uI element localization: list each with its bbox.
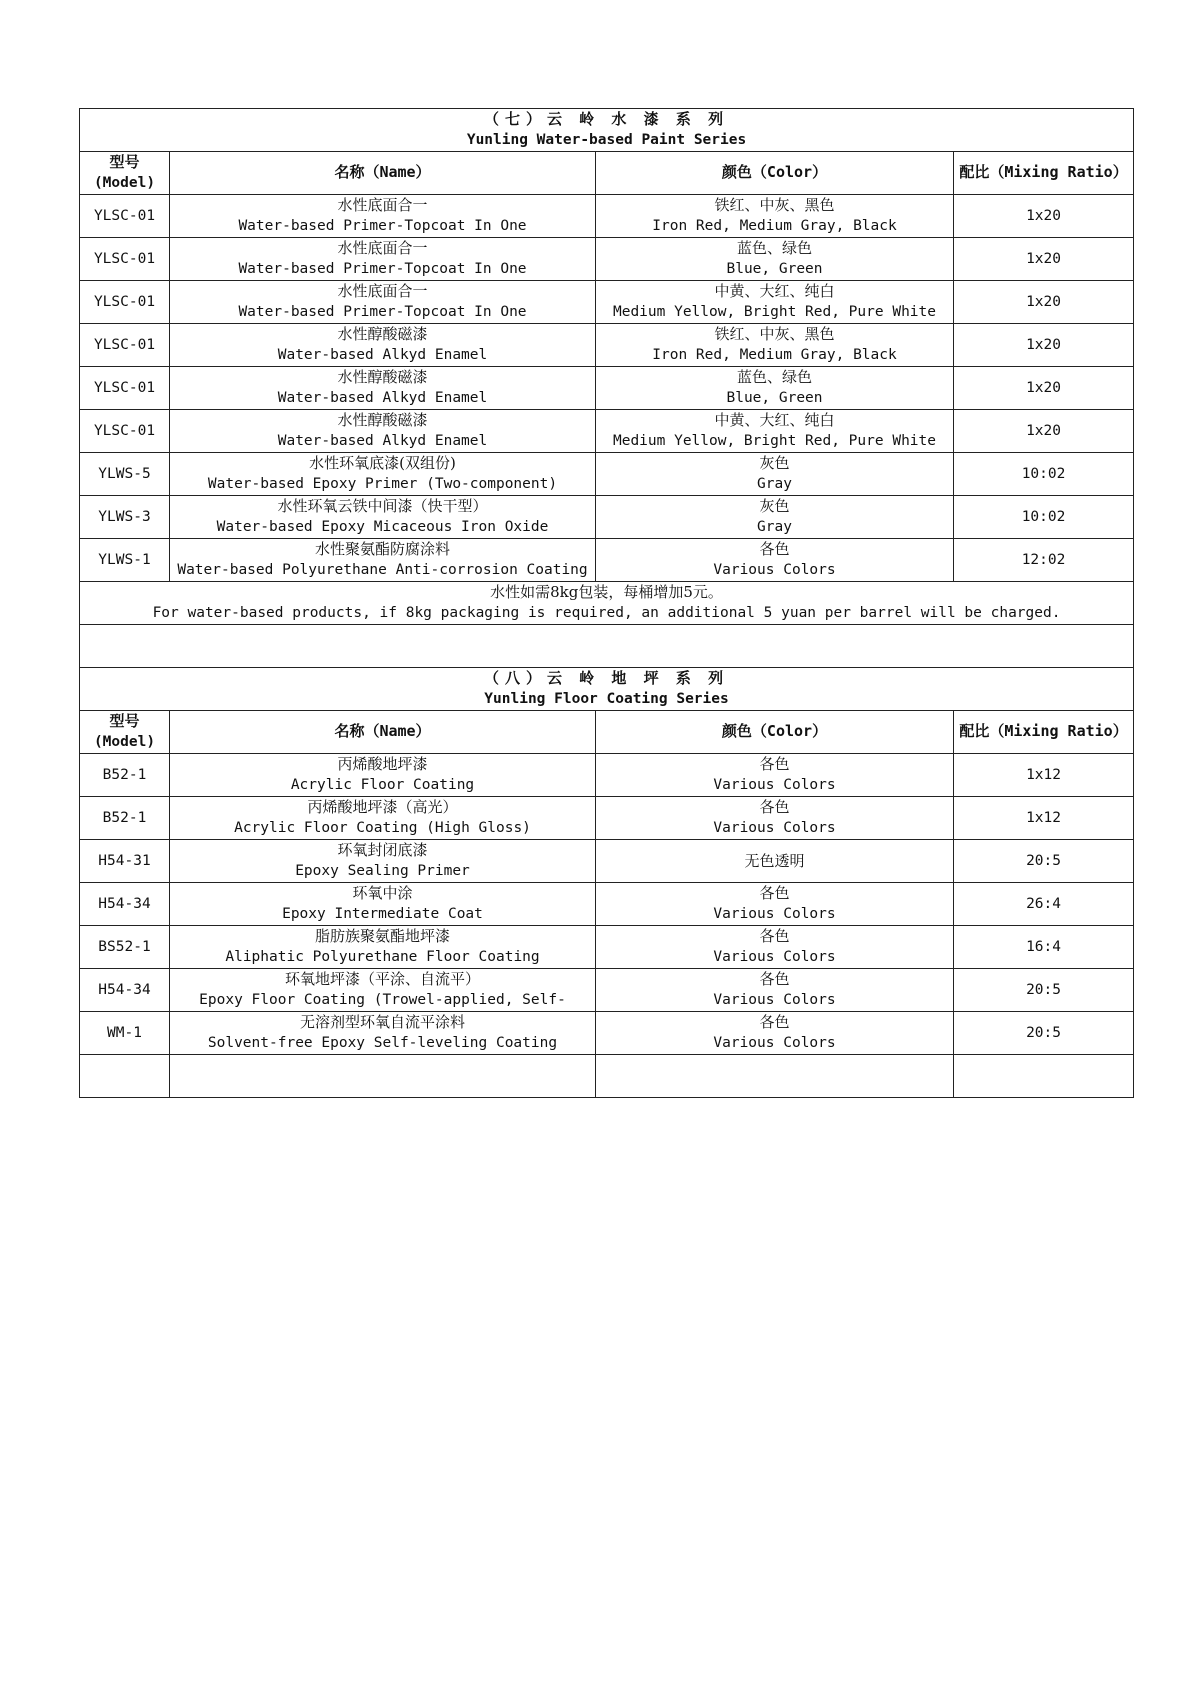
- ratio-text: 1x12: [1026, 809, 1061, 826]
- name-en: Water-based Polyurethane Anti-corrosion Coating: [177, 562, 588, 578]
- cell-ratio: [954, 367, 1134, 410]
- name-en: Water-based Epoxy Primer (Two-component): [207, 476, 558, 492]
- model-text: YLSC-01: [93, 422, 156, 439]
- name-en: Acrylic Floor Coating: [290, 777, 475, 793]
- header-ratio: [954, 711, 1134, 754]
- color-zh: 各色: [759, 884, 790, 902]
- color-zh: 灰色: [759, 497, 790, 515]
- header-ratio-label: 配比（Mixing Ratio）: [959, 722, 1128, 740]
- cell-name: [170, 281, 596, 324]
- table-row: [80, 238, 1134, 281]
- cell-color: [596, 539, 954, 582]
- table-row: [80, 195, 1134, 238]
- table-row: [80, 496, 1134, 539]
- model-text: H54-34: [98, 981, 151, 998]
- name-en: Water-based Alkyd Enamel: [277, 390, 488, 406]
- cell-ratio: [954, 926, 1134, 969]
- color-en: Various Colors: [713, 992, 836, 1008]
- cell-name: [170, 324, 596, 367]
- cell-name: [170, 1012, 596, 1055]
- cell-name: [170, 410, 596, 453]
- cell-color: [596, 367, 954, 410]
- cell-name: [170, 883, 596, 926]
- cell-ratio: [954, 969, 1134, 1012]
- empty-cell: [596, 1055, 954, 1098]
- model-text: YLSC-01: [93, 293, 156, 310]
- cell-ratio: [954, 840, 1134, 883]
- name-en: Epoxy Floor Coating (Trowel-applied, Self-: [199, 992, 566, 1008]
- cell-color: [596, 410, 954, 453]
- header-ratio-label: 配比（Mixing Ratio）: [959, 163, 1128, 181]
- name-en: Epoxy Sealing Primer: [295, 863, 470, 879]
- header-ratio: [954, 152, 1134, 195]
- name-zh: 水性底面合一: [337, 196, 428, 214]
- name-en: Water-based Primer-Topcoat In One: [238, 304, 527, 320]
- ratio-text: 1x20: [1026, 422, 1061, 439]
- name-zh: 水性底面合一: [337, 239, 428, 257]
- cell-color: [596, 453, 954, 496]
- cell-color: [596, 969, 954, 1012]
- name-en: Water-based Epoxy Micaceous Iron Oxide: [216, 519, 549, 535]
- table-row: [80, 281, 1134, 324]
- cell-model: [80, 883, 170, 926]
- header-model-en: (Model): [93, 734, 156, 750]
- model-text: YLSC-01: [93, 207, 156, 224]
- cell-name: [170, 539, 596, 582]
- ratio-text: 20:5: [1026, 981, 1061, 998]
- name-en: Water-based Alkyd Enamel: [277, 347, 488, 363]
- header-model-zh: 型号: [109, 153, 140, 171]
- cell-ratio: [954, 453, 1134, 496]
- header-model: [80, 711, 170, 754]
- empty-row: [80, 1055, 1134, 1098]
- cell-color: [596, 238, 954, 281]
- header-color-label: 颜色（Color）: [721, 722, 828, 740]
- header-color: [596, 711, 954, 754]
- name-en: Water-based Alkyd Enamel: [277, 433, 488, 449]
- cell-ratio: [954, 797, 1134, 840]
- color-zh: 各色: [759, 540, 790, 558]
- table-row: [80, 969, 1134, 1012]
- section-title: [80, 668, 1134, 711]
- name-zh: 水性醇酸磁漆: [337, 368, 428, 386]
- ratio-text: 20:5: [1026, 1024, 1061, 1041]
- cell-ratio: [954, 496, 1134, 539]
- model-text: H54-31: [98, 852, 151, 869]
- color-en: Various Colors: [713, 562, 836, 578]
- cell-model: [80, 926, 170, 969]
- cell-color: [596, 496, 954, 539]
- cell-ratio: [954, 1012, 1134, 1055]
- product-table-body: [80, 109, 1134, 1098]
- color-zh: 各色: [759, 755, 790, 773]
- cell-ratio: [954, 195, 1134, 238]
- note-cell: [80, 582, 1134, 625]
- color-en: Iron Red, Medium Gray, Black: [652, 347, 897, 363]
- name-zh: 水性环氧底漆(双组份): [309, 454, 456, 472]
- cell-name: [170, 195, 596, 238]
- cell-name: [170, 969, 596, 1012]
- ratio-text: 12:02: [1021, 551, 1066, 568]
- note-zh: 水性如需8kg包装，每桶增加5元。: [490, 583, 723, 601]
- header-name: [170, 152, 596, 195]
- name-zh: 环氧地坪漆（平涂、自流平）: [284, 970, 480, 988]
- cell-model: [80, 410, 170, 453]
- product-table: [79, 108, 1134, 1098]
- header-name-label: 名称（Name）: [334, 722, 431, 740]
- color-en: Gray: [757, 476, 792, 492]
- color-zh: 灰色: [759, 454, 790, 472]
- ratio-text: 16:4: [1026, 938, 1061, 955]
- section-title-zh: （七）云 岭 水 漆 系 列: [483, 110, 730, 128]
- name-zh: 水性底面合一: [337, 282, 428, 300]
- cell-ratio: [954, 238, 1134, 281]
- color-en: Iron Red, Medium Gray, Black: [652, 218, 897, 234]
- cell-name: [170, 496, 596, 539]
- cell-color: [596, 883, 954, 926]
- column-header-row: [80, 711, 1134, 754]
- color-zh: 无色透明: [744, 851, 805, 870]
- color-zh: 中黄、大红、纯白: [714, 282, 835, 300]
- cell-color: [596, 195, 954, 238]
- model-text: B52-1: [102, 809, 147, 826]
- name-zh: 水性醇酸磁漆: [337, 411, 428, 429]
- cell-color: [596, 1012, 954, 1055]
- cell-model: [80, 195, 170, 238]
- cell-ratio: [954, 324, 1134, 367]
- model-text: BS52-1: [98, 938, 151, 955]
- name-en: Solvent-free Epoxy Self-leveling Coating: [207, 1035, 558, 1051]
- cell-name: [170, 797, 596, 840]
- table-row: [80, 453, 1134, 496]
- cell-model: [80, 453, 170, 496]
- header-model-en: (Model): [93, 175, 156, 191]
- cell-color: [596, 840, 954, 883]
- section-title-row: [80, 668, 1134, 711]
- model-text: YLSC-01: [93, 336, 156, 353]
- color-zh: 各色: [759, 798, 790, 816]
- cell-ratio: [954, 883, 1134, 926]
- name-en: Water-based Primer-Topcoat In One: [238, 218, 527, 234]
- header-model: [80, 152, 170, 195]
- table-row: [80, 883, 1134, 926]
- color-en: Blue, Green: [726, 261, 823, 277]
- name-en: Aliphatic Polyurethane Floor Coating: [225, 949, 540, 965]
- color-zh: 各色: [759, 970, 790, 988]
- ratio-text: 1x12: [1026, 766, 1061, 783]
- name-zh: 水性聚氨酯防腐涂料: [314, 540, 450, 558]
- name-zh: 环氧中涂: [352, 884, 413, 902]
- model-text: YLWS-5: [98, 465, 151, 482]
- color-zh: 铁红、中灰、黑色: [714, 196, 835, 214]
- empty-cell: [954, 1055, 1134, 1098]
- cell-model: [80, 539, 170, 582]
- header-name: [170, 711, 596, 754]
- name-en: Epoxy Intermediate Coat: [282, 906, 483, 922]
- cell-model: [80, 969, 170, 1012]
- table-row: [80, 324, 1134, 367]
- name-zh: 丙烯酸地坪漆: [337, 755, 428, 773]
- ratio-text: 1x20: [1026, 293, 1061, 310]
- cell-ratio: [954, 539, 1134, 582]
- ratio-text: 1x20: [1026, 207, 1061, 224]
- table-row: [80, 1012, 1134, 1055]
- cell-color: [596, 754, 954, 797]
- cell-ratio: [954, 410, 1134, 453]
- cell-model: [80, 496, 170, 539]
- section-title: [80, 109, 1134, 152]
- cell-model: [80, 797, 170, 840]
- table-row: [80, 797, 1134, 840]
- table-row: [80, 367, 1134, 410]
- table-row: [80, 410, 1134, 453]
- cell-model: [80, 281, 170, 324]
- color-zh: 各色: [759, 1013, 790, 1031]
- color-zh: 中黄、大红、纯白: [714, 411, 835, 429]
- cell-ratio: [954, 281, 1134, 324]
- header-model-zh: 型号: [109, 712, 140, 730]
- color-en: Various Colors: [713, 906, 836, 922]
- color-en: Various Colors: [713, 777, 836, 793]
- color-zh: 各色: [759, 927, 790, 945]
- cell-name: [170, 453, 596, 496]
- header-name-label: 名称（Name）: [334, 163, 431, 181]
- section-title-en: Yunling Water-based Paint Series: [466, 132, 747, 148]
- spacer-cell: [80, 625, 1134, 668]
- color-en: Medium Yellow, Bright Red, Pure White: [612, 433, 936, 449]
- color-zh: 蓝色、绿色: [736, 368, 812, 386]
- cell-model: [80, 1012, 170, 1055]
- section-title-en: Yunling Floor Coating Series: [484, 691, 729, 707]
- cell-name: [170, 367, 596, 410]
- cell-name: [170, 926, 596, 969]
- cell-name: [170, 754, 596, 797]
- color-en: Various Colors: [713, 949, 836, 965]
- color-en: Various Colors: [713, 820, 836, 836]
- cell-model: [80, 840, 170, 883]
- table-row: [80, 926, 1134, 969]
- header-color-label: 颜色（Color）: [721, 163, 828, 181]
- name-en: Water-based Primer-Topcoat In One: [238, 261, 527, 277]
- color-en: Medium Yellow, Bright Red, Pure White: [612, 304, 936, 320]
- color-zh: 铁红、中灰、黑色: [714, 325, 835, 343]
- cell-color: [596, 281, 954, 324]
- name-zh: 丙烯酸地坪漆（高光）: [307, 798, 458, 816]
- section-title-zh: （八）云 岭 地 坪 系 列: [483, 669, 730, 687]
- model-text: YLWS-3: [98, 508, 151, 525]
- table-row: [80, 539, 1134, 582]
- cell-model: [80, 324, 170, 367]
- spacer-row: [80, 625, 1134, 668]
- model-text: H54-34: [98, 895, 151, 912]
- model-text: YLWS-1: [98, 551, 151, 568]
- model-text: YLSC-01: [93, 379, 156, 396]
- ratio-text: 26:4: [1026, 895, 1061, 912]
- name-zh: 水性醇酸磁漆: [337, 325, 428, 343]
- section-title-row: [80, 109, 1134, 152]
- table-row: [80, 840, 1134, 883]
- cell-color: [596, 324, 954, 367]
- ratio-text: 1x20: [1026, 336, 1061, 353]
- empty-cell: [170, 1055, 596, 1098]
- cell-ratio: [954, 754, 1134, 797]
- header-color: [596, 152, 954, 195]
- ratio-text: 1x20: [1026, 379, 1061, 396]
- color-en: Various Colors: [713, 1035, 836, 1051]
- color-zh: 蓝色、绿色: [736, 239, 812, 257]
- cell-model: [80, 367, 170, 410]
- cell-model: [80, 754, 170, 797]
- ratio-text: 10:02: [1021, 465, 1066, 482]
- empty-cell: [80, 1055, 170, 1098]
- model-text: YLSC-01: [93, 250, 156, 267]
- color-en: Blue, Green: [726, 390, 823, 406]
- column-header-row: [80, 152, 1134, 195]
- ratio-text: 10:02: [1021, 508, 1066, 525]
- note-en: For water-based products, if 8kg packaging is required, an additional 5 yuan per barrel will be charged.: [152, 605, 1061, 621]
- cell-name: [170, 840, 596, 883]
- note-row: [80, 582, 1134, 625]
- color-en: Gray: [757, 519, 792, 535]
- cell-name: [170, 238, 596, 281]
- table-row: [80, 754, 1134, 797]
- price-sheet: [79, 108, 1133, 1098]
- ratio-text: 20:5: [1026, 852, 1061, 869]
- cell-color: [596, 797, 954, 840]
- name-zh: 脂肪族聚氨酯地坪漆: [314, 927, 450, 945]
- name-zh: 无溶剂型环氧自流平涂料: [299, 1013, 465, 1031]
- name-en: Acrylic Floor Coating (High Gloss): [234, 820, 531, 836]
- model-text: B52-1: [102, 766, 147, 783]
- name-zh: 水性环氧云铁中间漆（快干型）: [277, 497, 488, 515]
- model-text: WM-1: [107, 1024, 142, 1041]
- name-zh: 环氧封闭底漆: [337, 841, 428, 859]
- cell-model: [80, 238, 170, 281]
- ratio-text: 1x20: [1026, 250, 1061, 267]
- cell-color: [596, 926, 954, 969]
